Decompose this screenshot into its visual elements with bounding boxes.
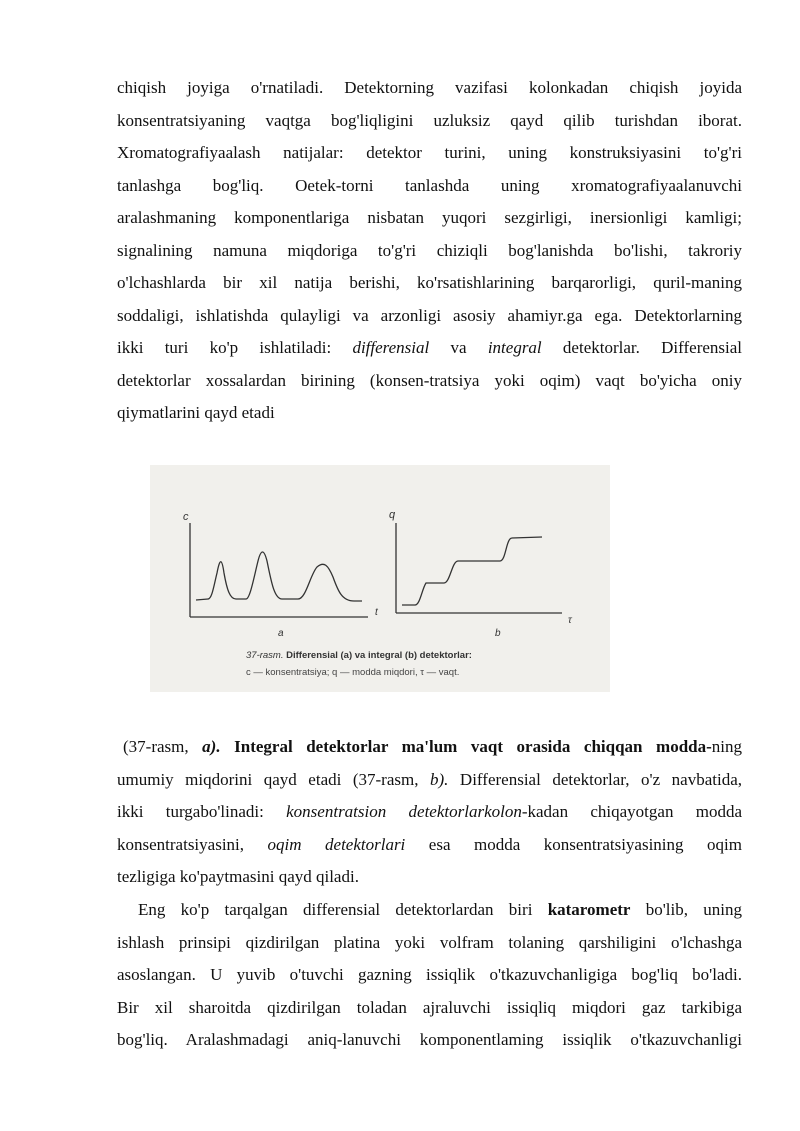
paragraph-1 — [117, 72, 742, 430]
term-differensial: differensial — [352, 338, 430, 357]
text-line: umumiy miqdorini qayd etadi (37-rasm, b). Differensial detektorlar, o'z navbatida, — [117, 769, 742, 789]
integral-curve — [402, 537, 542, 605]
paragraph-3 — [117, 894, 742, 1057]
text-line: signalining namuna miqdoriga to'g'ri chiziqli bog'lanishda bo'lishi, takroriy — [117, 240, 742, 260]
text-line: konsentratsiyaning vaqtga bog'liqligini uzluksiz qayd qilib turishdan iborat. — [117, 110, 742, 130]
text-line: tezligiga ko'paytmasini qayd qiladi. — [117, 867, 359, 886]
figure-caption-line2: c — konsentratsiya; q — modda miqdori, τ — vaqt. — [246, 667, 460, 678]
left-sub-label: a — [278, 628, 284, 639]
figure-37 — [150, 465, 610, 692]
differential-curve — [196, 552, 362, 601]
paragraph-2 — [117, 731, 742, 894]
differential-graph — [190, 523, 368, 617]
text-line: (37-rasm, a). Integral detektorlar ma'lum vaqt orasida chiqqan modda-ning — [123, 737, 742, 756]
text-line: tanlashga bog'liq. Oetek-torni tanlashda uning xromatografiyaalanuvchi — [117, 175, 742, 195]
text-line: Xromatografiyaalash natijalar: detektor turini, uning konstruksiyasini to'g'ri — [117, 143, 742, 162]
text-line: bog'liq. Aralashmadagi aniq-lanuvchi komponentlaming issiqlik o'tkazuvchanligi — [117, 1030, 742, 1049]
text-line: soddaligi, ishlatishda qulayligi va arzonligi asosiy ahamiyr.ga ega. Detektorlarning — [117, 305, 742, 325]
text-line: ikki turi ko'p ishlatiladi: differensial va integral detektorlar. Differensial — [117, 338, 743, 357]
right-sub-label: b — [495, 628, 501, 639]
text-line: qiymatlarini qayd etadi — [117, 403, 275, 422]
right-time-label: τ — [568, 615, 572, 626]
text-line: aralashmaning komponentlariga nisbatan yuqori sezgirligi, inersionligi kamligi; — [117, 208, 742, 227]
detector-graphs — [150, 465, 610, 692]
figure-caption: 37-rasm. Differensial (a) va integral (b) detektorlar: — [246, 650, 472, 661]
right-axis-label: q — [389, 509, 396, 521]
text-line: chiqish joyiga o'rnatiladi. Detektorning vazifasi kolonkadan chiqish joyida — [117, 78, 742, 97]
text-line: Eng ko'p tarqalgan differensial detektorlardan biri katarometr bo'lib, uning — [138, 900, 742, 919]
text-line: asoslangan. U yuvib o'tuvchi gazning issiqlik o'tkazuvchanligiga bog'liq bo'ladi. — [117, 965, 742, 984]
text-line: detektorlar xossalardan birining (konsen-tratsiya yoki oqim) vaqt bo'yicha oniy — [117, 370, 742, 390]
text-line: ishlash prinsipi qizdirilgan platina yoki volfram tolaning qarshiligini o'lchashga — [117, 932, 742, 952]
term-integral: integral — [487, 338, 542, 357]
left-axis-label: c — [183, 511, 189, 523]
integral-graph — [396, 523, 562, 613]
term-katarometr: katarometr — [547, 900, 631, 919]
left-time-label: t — [375, 607, 378, 618]
text-line: konsentratsiyasini, oqim detektorlari esa modda konsentratsiyasining oqim — [117, 834, 742, 854]
text-line: Bir xil sharoitda qizdirilgan toladan ajraluvchi issiqliq miqdori gaz tarkibiga — [117, 997, 742, 1017]
text-line: o'lchashlarda bir xil natija berishi, ko'rsatishlarining barqarorligi, quril-maning — [117, 273, 742, 292]
text-line: ikki turgabo'linadi: konsentratsion detektorlarkolon-kadan chiqayotgan modda — [117, 802, 742, 821]
